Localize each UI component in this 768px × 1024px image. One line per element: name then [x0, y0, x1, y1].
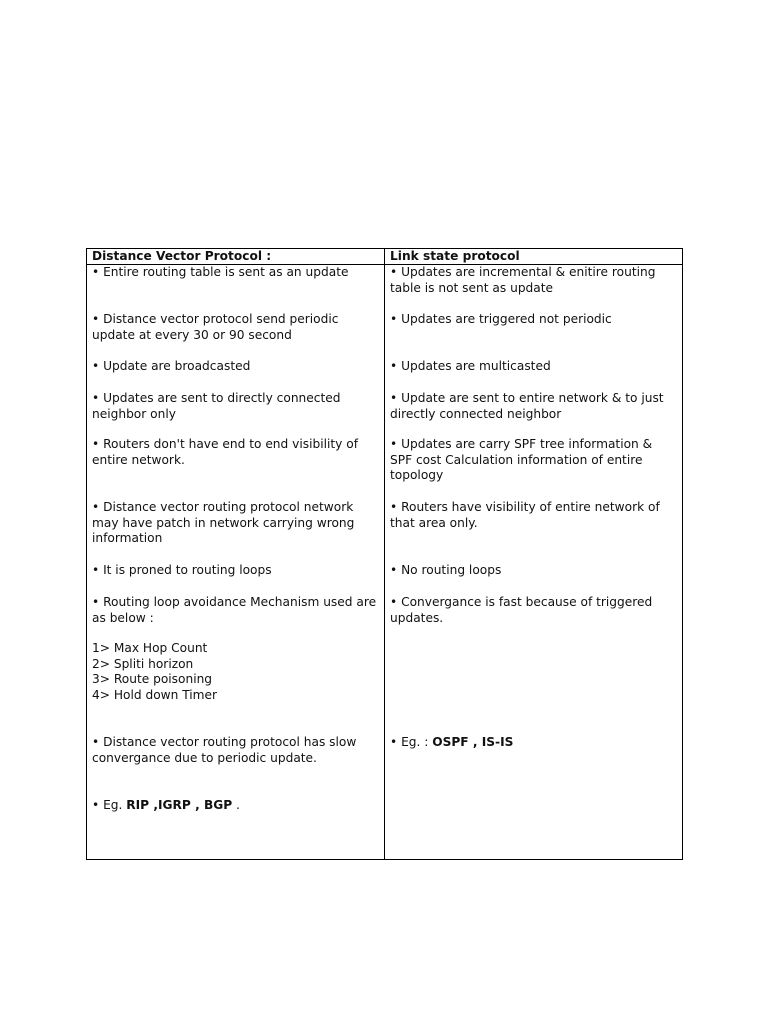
ls-example-protocols: OSPF , IS-IS	[432, 735, 514, 749]
list-item: 1> Max Hop Count	[92, 641, 208, 655]
loop-avoidance-list	[92, 641, 380, 703]
dv-example	[92, 798, 380, 814]
dv-example-protocols: RIP ,IGRP , BGP	[126, 798, 233, 812]
link-state-column	[385, 265, 683, 860]
ls-point-visibility: • Routers have visibility of entire network of that area only.	[390, 500, 660, 530]
distance-vector-column	[87, 265, 385, 860]
ls-point-no-loops: • No routing loops	[390, 563, 502, 577]
ls-example	[390, 735, 678, 751]
ls-point-entire-network: • Update are sent to entire network & to just directly connected neighbor	[390, 391, 664, 421]
dv-example-prefix: • Eg.	[92, 798, 127, 812]
ls-point-multicast: • Updates are multicasted	[390, 359, 551, 373]
dv-point-broadcast: • Update are broadcasted	[92, 359, 251, 373]
list-item: 3> Route poisoning	[92, 672, 213, 687]
table-body-row	[87, 265, 683, 860]
list-item: 2> Spliti horizon	[92, 656, 194, 671]
header-link-state: Link state protocol	[385, 249, 683, 265]
dv-point-neighbor-only: • Updates are sent to directly connected neighbor only	[92, 391, 341, 421]
dv-example-suffix: .	[232, 798, 240, 812]
dv-point-routing-table: • Entire routing table is sent as an update	[92, 265, 349, 279]
ls-example-prefix: • Eg. :	[390, 735, 433, 749]
header-distance-vector: Distance Vector Protocol :	[87, 249, 385, 265]
ls-point-incremental: • Updates are incremental & enitire routing table is not sent as update	[390, 265, 656, 295]
table-header-row	[87, 249, 683, 265]
list-item: 4> Hold down Timer	[92, 687, 218, 702]
dv-point-wrong-info: • Distance vector routing protocol network may have patch in network carrying wrong information	[92, 500, 355, 546]
ls-point-spf-info: • Updates are carry SPF tree information & SPF cost Calculation information of entire topology	[390, 437, 653, 483]
ls-point-triggered: • Updates are triggered not periodic	[390, 312, 612, 326]
dv-point-periodic-update: • Distance vector protocol send periodic update at every 30 or 90 second	[92, 312, 339, 342]
dv-point-visibility: • Routers don't have end to end visibility of entire network.	[92, 437, 358, 467]
ls-point-fast-convergence: • Convergance is fast because of triggered updates.	[390, 595, 653, 625]
dv-point-loop-avoidance: • Routing loop avoidance Mechanism used are as below :	[92, 595, 377, 625]
dv-point-routing-loops: • It is proned to routing loops	[92, 563, 272, 577]
protocol-comparison-table	[86, 248, 683, 860]
dv-point-slow-convergence: • Distance vector routing protocol has slow convergance due to periodic update.	[92, 735, 357, 765]
